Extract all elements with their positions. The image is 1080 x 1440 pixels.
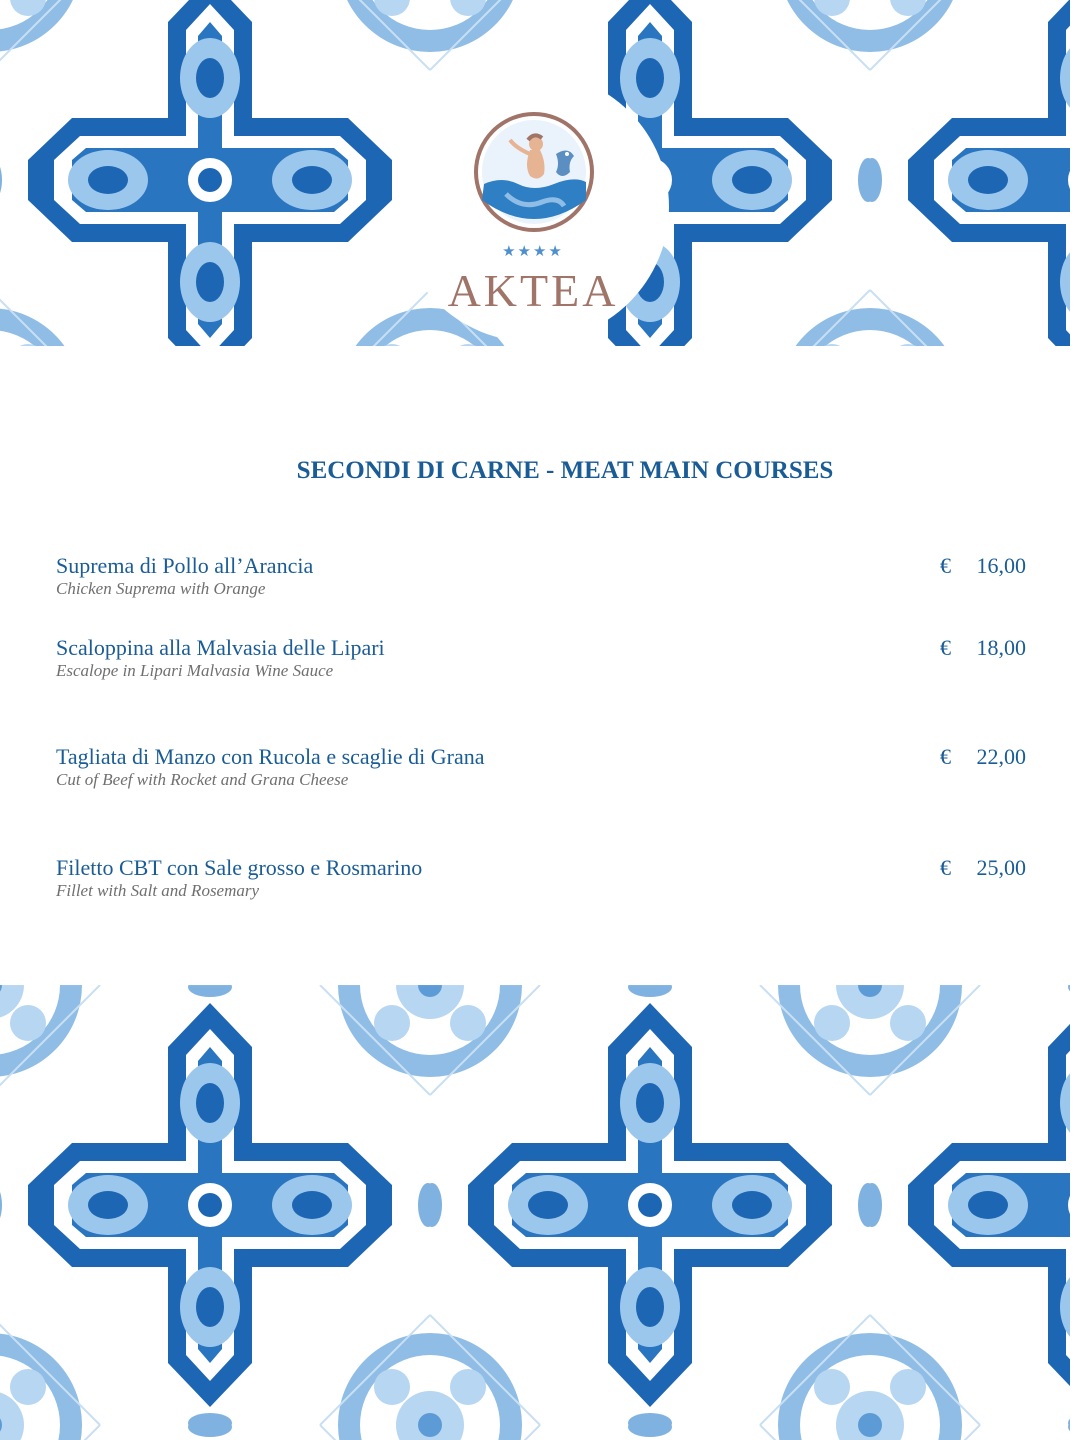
item-currency: € xyxy=(940,744,951,769)
menu-item xyxy=(56,635,1026,695)
item-price: 18,00 xyxy=(976,635,1026,660)
item-price: 22,00 xyxy=(976,744,1026,769)
mermaid-seahorse-medallion-icon xyxy=(472,110,596,234)
item-description: Escalope in Lipari Malvasia Wine Sauce xyxy=(56,661,334,680)
menu-item xyxy=(56,744,1026,804)
menu-item xyxy=(56,855,1026,915)
rating-stars: ★★★★ xyxy=(502,244,564,260)
item-price: 25,00 xyxy=(976,855,1026,880)
logo xyxy=(397,72,669,342)
item-description: Cut of Beef with Rocket and Grana Cheese xyxy=(56,770,349,789)
tile-pattern xyxy=(0,955,1080,1440)
tile-fade xyxy=(0,955,1080,987)
menu-item xyxy=(56,553,1026,613)
item-name: Suprema di Pollo all’Arancia xyxy=(56,553,314,578)
item-currency: € xyxy=(940,855,951,880)
item-name: Scaloppina alla Malvasia delle Lipari xyxy=(56,635,385,660)
item-description: Chicken Suprema with Orange xyxy=(56,579,266,598)
item-name: Filetto CBT con Sale grosso e Rosmarino xyxy=(56,855,423,880)
section-title: SECONDI DI CARNE - MEAT MAIN COURSES xyxy=(296,457,834,484)
bottom-tile-banner xyxy=(0,955,1080,1440)
brand-name: AKTEA xyxy=(447,265,619,316)
item-currency: € xyxy=(940,635,951,660)
item-name: Tagliata di Manzo con Rucola e scaglie di Grana xyxy=(56,744,485,769)
item-currency: € xyxy=(940,553,951,578)
item-price: 16,00 xyxy=(976,553,1026,578)
item-description: Fillet with Salt and Rosemary xyxy=(56,881,260,900)
